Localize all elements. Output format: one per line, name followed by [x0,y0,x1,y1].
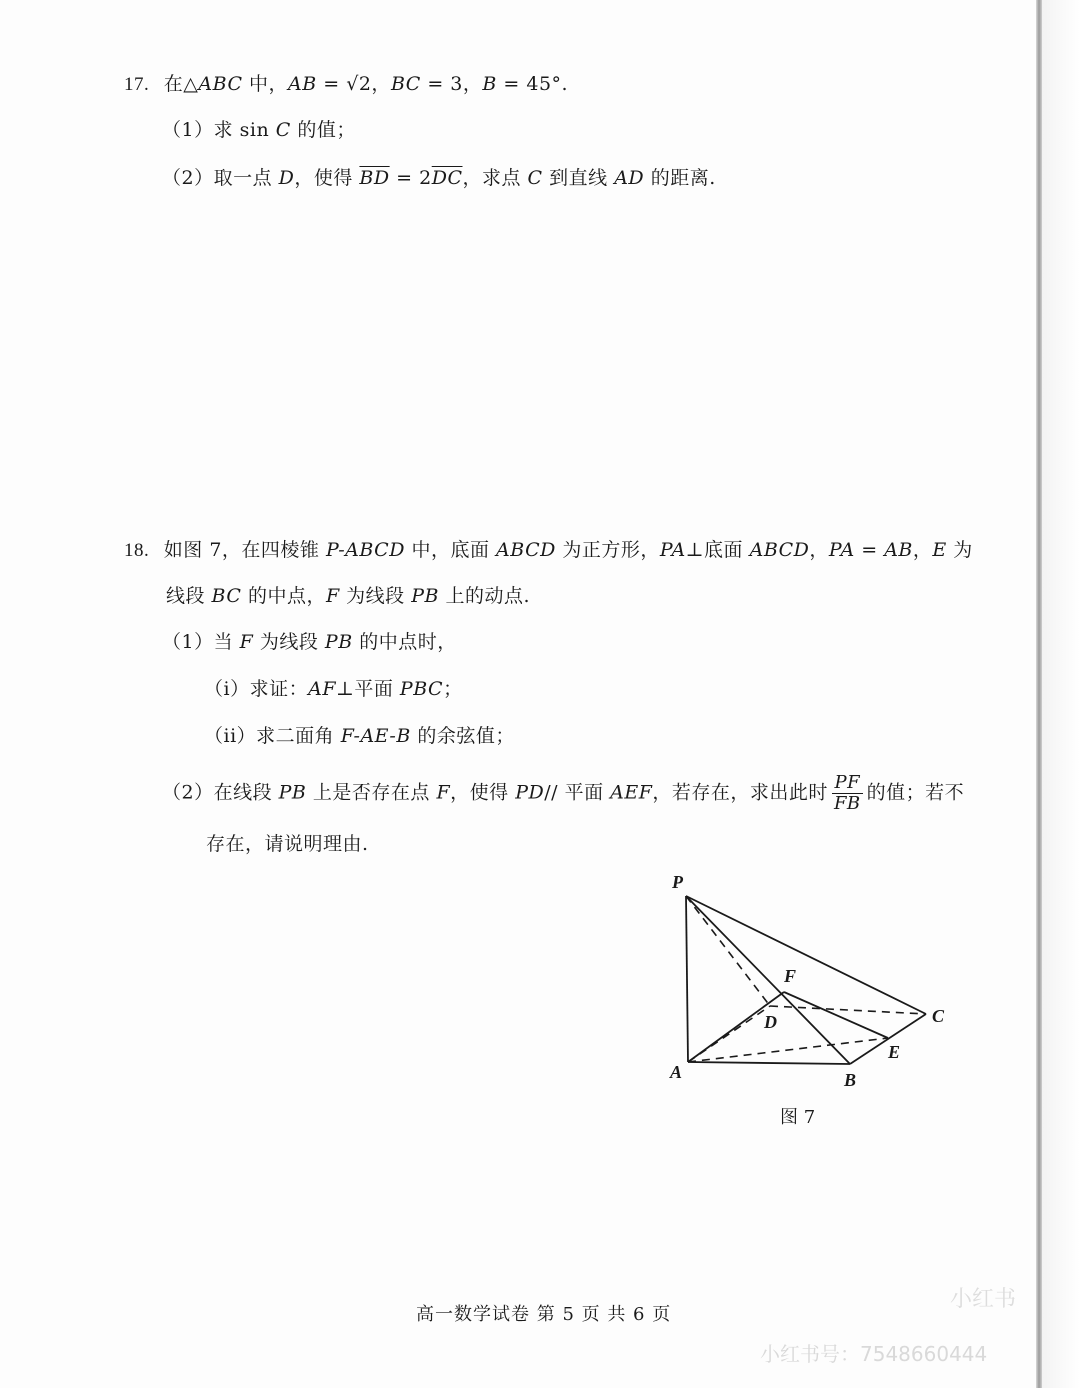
q18-var: F-AE-B [340,725,411,747]
q17-var-ab: AB [288,73,317,95]
q18-text: 存在，请说明理由. [206,833,369,855]
q18-text: 如图 7，在四棱锥 [163,539,326,561]
q18-text: 在线段 [213,781,279,804]
q18-part1-i-label: （i） [204,678,250,700]
q18-text: ； [443,678,463,700]
q18-var: AB [884,539,913,561]
q18-var: F [436,781,451,804]
page-binding-edge [1036,0,1042,1388]
edge-ab [688,1062,850,1064]
q18-var: F [239,631,254,653]
q18-number: 18. [124,540,150,561]
edge-pb [686,896,850,1064]
label-p: P [672,872,683,892]
q18-var: PB [411,585,439,607]
label-e: E [888,1042,901,1062]
pyramid-figure [660,868,960,1098]
fraction-pf-over-fb [832,773,863,814]
q18-text: 线段 [166,585,212,607]
q17-part2-text: 的距离. [644,167,716,189]
q18-text: = [854,539,885,561]
q18-text: 为 [946,539,973,561]
q17-part1-label: （1） [162,119,214,141]
watermark-logo: 小红书 [950,1287,1017,1312]
q18-var: PB [278,781,307,804]
q18-text: ⊥平面 [336,678,400,700]
fraction-denominator: FB [833,793,861,814]
q18-text: ⊥底面 [685,539,750,561]
q17-text: 在△ [163,73,199,95]
q17-vector-bd: $\overline{BD}$ [359,167,390,189]
q17-var-abc: ABC [198,73,243,95]
q17-vector-dc: $\overline{DC}$ [431,167,463,189]
q17-text: = √2， [316,73,391,95]
q17-part2-label: （2） [162,167,214,189]
q17-number: 17. [124,74,150,95]
q18-text: 为线段 [253,631,325,653]
q18-text: ，使得 [450,781,516,804]
q18-var: BC [211,585,242,607]
label-d: D [764,1012,777,1032]
q18-var: AEF [610,781,653,804]
q18-text: 的余弦值； [410,725,515,747]
label-a: A [670,1062,683,1082]
q17-var-c: C [275,119,291,141]
q18-text: 上是否存在点 [306,781,437,804]
edge-pd-hidden [686,896,770,1006]
q17-text: = 45°. [496,73,569,95]
q17-part2-text: 取一点 [213,167,279,189]
edge-fe [784,992,888,1038]
q18-var: AF [308,678,336,700]
figure-caption: 图 7 [780,1107,816,1128]
q18-part1-label: （1） [162,631,214,653]
q17-part2-text: ，求点 [462,167,528,189]
q18-var: E [932,539,947,561]
q17-part2-text: 到直线 [542,167,615,189]
q18-text: ， [912,539,933,561]
q18-part1-i [204,677,463,701]
label-b: B [844,1070,857,1090]
q18-text: 上的动点. [438,585,531,607]
q18-stem-line2 [166,584,530,608]
q18-text: 当 [213,631,240,653]
page-footer: 高一数学试卷 第 5 页 共 6 页 [416,1304,672,1325]
q17-text: 中， [242,73,289,95]
q17-part2-text: ，使得 [294,167,360,189]
q18-part2-label: （2） [162,781,214,804]
q17-part1-text: 求 sin [213,119,276,141]
q18-text: 的中点时， [352,631,457,653]
q18-var: F [325,585,340,607]
q17-var-bc: BC [390,73,421,95]
q18-var: P-ABCD [325,539,405,561]
q18-part1 [162,630,457,654]
label-f: F [784,966,797,986]
q18-text: // 平面 [544,781,611,804]
q18-var: ABCD [749,539,810,561]
q18-var: PB [324,631,353,653]
q18-part2-line2 [206,832,369,856]
q18-var: PD [515,781,545,804]
q18-text: 的中点， [241,585,326,607]
edge-pa [686,896,688,1062]
q18-part2-line1 [162,773,964,814]
q17-part1-text: 的值； [290,119,356,141]
q18-var: PA [659,539,686,561]
q18-text: ， [809,539,829,561]
q17-var-b: B [482,73,497,95]
q17-var-ad: AD [614,167,645,189]
label-c: C [932,1006,945,1026]
q17-var-d: D [278,167,295,189]
q18-text: 为正方形， [555,539,660,561]
q18-text: 中，底面 [404,539,497,561]
q18-text: 为线段 [339,585,412,607]
q18-part1-ii-label: （ii） [204,725,257,747]
q18-var: PBC [399,678,444,700]
q17-part2-text: = 2 [389,167,432,189]
q18-text: 的值；若不 [866,781,965,804]
page-edge-shadow [1042,0,1080,1388]
q18-var: PA [828,539,855,561]
q18-text: ，若存在，求出此时 [652,781,828,804]
q17-part1 [162,118,356,142]
q18-stem-line1 [124,538,973,563]
q17-var-c: C [527,167,543,189]
q17-text: = 3， [420,73,483,95]
watermark-id: 小红书号：7548660444 [760,1342,988,1366]
q17-stem [124,72,568,97]
q18-var: ABCD [496,539,556,561]
fraction-numerator: PF [832,773,863,794]
q18-text: 求证： [249,678,309,700]
q18-text: 求二面角 [256,725,341,747]
q18-part1-ii [204,724,515,748]
q17-part2 [162,166,716,190]
edge-pc [686,896,926,1014]
